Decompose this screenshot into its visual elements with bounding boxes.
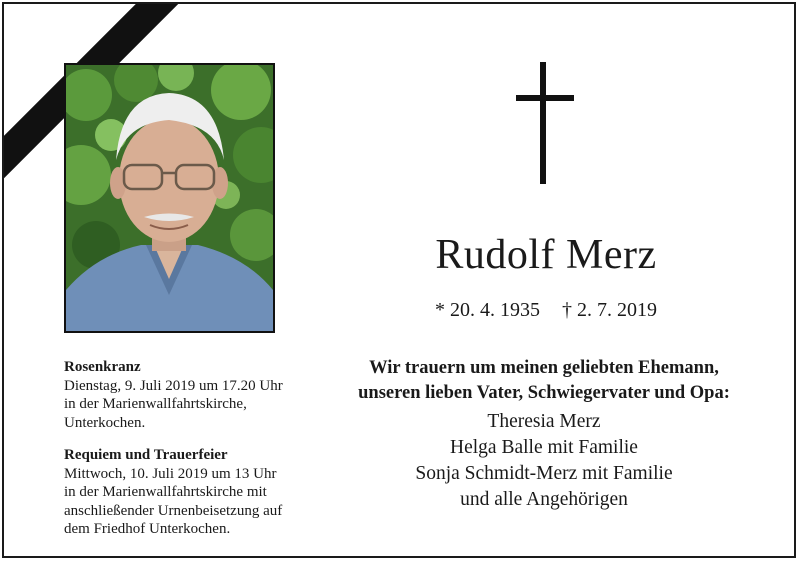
service-line: Dienstag, 9. Juli 2019 um 17.20 Uhr: [64, 377, 283, 394]
birth-date: * 20. 4. 1935: [435, 299, 540, 321]
service-line: Unterkochen.: [64, 414, 146, 431]
mourning-line-1: Wir trauern um meinen geliebten Ehemann,: [369, 358, 719, 378]
service-line: dem Friedhof Unterkochen.: [64, 521, 231, 537]
life-dates: [384, 296, 708, 324]
death-date: † 2. 7. 2019: [562, 299, 657, 321]
portrait-photo: [64, 63, 275, 333]
mourning-line-2: unseren lieben Vater, Schwiegervater und Opa:: [358, 383, 730, 403]
mourner-item: Helga Balle mit Familie: [450, 437, 638, 458]
mourner-item: und alle Angehörigen: [460, 489, 628, 510]
service-line: anschließender Urnenbeisetzung auf: [64, 502, 283, 519]
service-title: Rosenkranz: [64, 359, 141, 375]
service-line: Mittwoch, 10. Juli 2019 um 13 Uhr: [64, 465, 277, 482]
mourner-item: Theresia Merz: [487, 411, 601, 432]
latin-cross-icon: [516, 62, 574, 184]
mourning-statement: [334, 356, 754, 406]
obituary-frame: [2, 2, 796, 558]
service-line: in der Marienwallfahrtskirche,: [64, 396, 247, 412]
service-rosary: [64, 358, 324, 432]
mourner-item: Sonja Schmidt-Merz mit Familie: [415, 463, 673, 484]
deceased-name: Rudolf Merz: [435, 232, 657, 278]
service-line: in der Marienwallfahrtskirche mit: [64, 484, 267, 500]
mourners-list: [334, 409, 754, 513]
service-title: Requiem und Trauerfeier: [64, 447, 228, 463]
service-requiem: [64, 446, 324, 539]
